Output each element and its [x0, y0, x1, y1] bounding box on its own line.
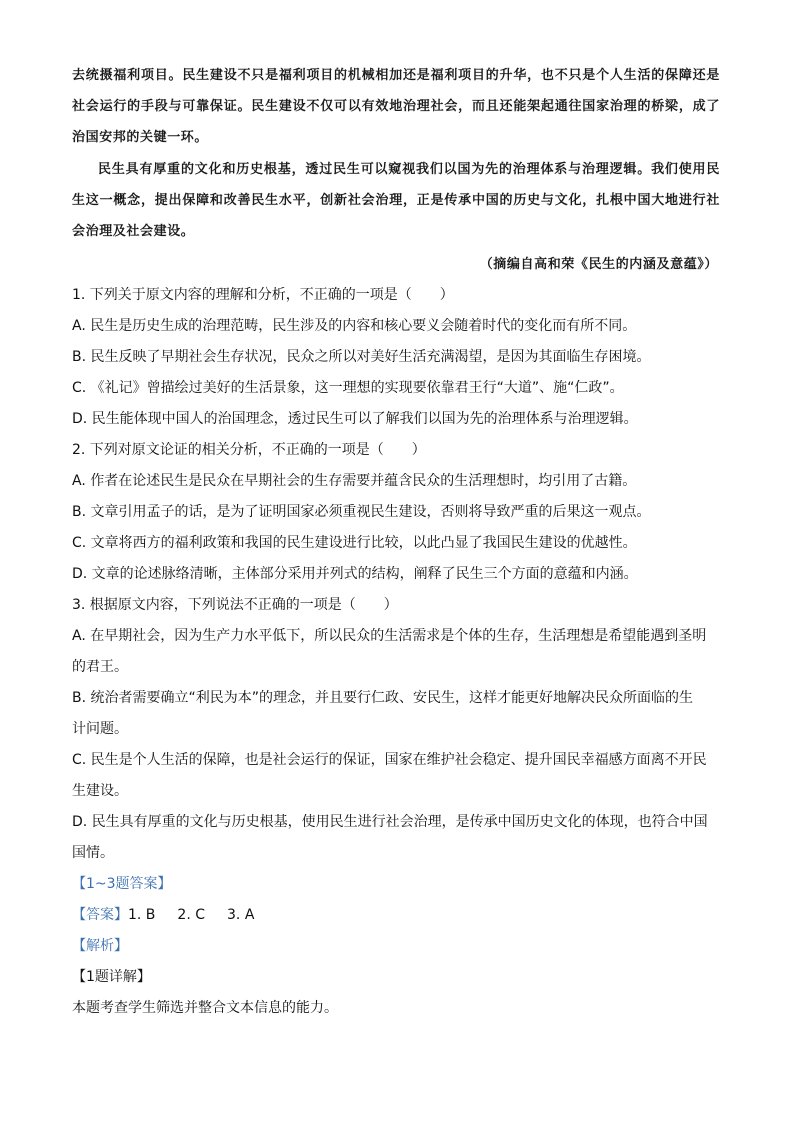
passage-paragraph-2: 民生具有厚重的文化和历史根基，透过民生可以窥视我们以国为先的治理体系与治理逻辑。我们使用民生这一概念，提出保障和改善民生水平，创新社会治理，正是传承中国的历史与文化，扎根中国大地进行社会治理及社会建设。 — [72, 162, 720, 239]
detail-heading: 【1题详解】 — [72, 969, 151, 985]
answer-label: 【答案】 — [72, 907, 128, 923]
question-3-option-a-line-2: 的君王。 — [72, 659, 128, 675]
question-3-option-b-line-1: B. 统治者需要确立“利民为本”的理念，并且要行仁政、安民生，这样才能更好地解决民众所面临的生 — [72, 690, 694, 706]
question-3-option-c-line-2: 生建设。 — [72, 783, 128, 799]
question-1-option-c: C. 《礼记》曾描绘过美好的生活景象，这一理想的实现要依靠君王行“大道”、施“仁政”。 — [72, 380, 624, 396]
question-3-option-d-line-2: 国情。 — [72, 845, 114, 861]
passage-paragraph-1: 去统摄福利项目。民生建设不只是福利项目的机械相加还是福利项目的升华，也不只是个人生活的保障还是社会运行的手段与可靠保证。民生建设不仅可以有效地治理社会，而且还能架起通往国家治理的桥梁，成了治国安邦的关键一环。 — [72, 68, 720, 145]
passage-source: （摘编自高和荣《民生的内涵及意蕴》） — [479, 257, 718, 272]
question-1-option-b: B. 民生反映了早期社会生存状况，民众之所以对美好生活充满渴望，是因为其面临生存困境。 — [72, 349, 651, 365]
question-2-option-a: A. 作者在论述民生是民众在早期社会的生存需要并蕴含民众的生活理想时，均引用了古籍。 — [72, 473, 637, 489]
answer-line — [72, 900, 722, 931]
question-1-option-d: D. 民生能体现中国人的治国理念，透过民生可以了解我们以国为先的治理体系与治理逻辑。 — [72, 411, 638, 427]
answer-2: 2. C — [177, 907, 206, 923]
analysis-heading: 【解析】 — [72, 938, 128, 954]
question-3-option-a-line-1: A. 在早期社会，因为生产力水平低下，所以民众的生活需求是个体的生存，生活理想是希望能遇到圣明 — [72, 628, 707, 644]
answer-1: 1. B — [128, 907, 156, 923]
question-2-title: 2. 下列对原文论证的相关分析，不正确的一项是（ ） — [72, 442, 426, 458]
question-3-option-d-line-1: D. 民生具有厚重的文化与历史根基，使用民生进行社会治理，是传承中国历史文化的体现，也符合中国 — [72, 814, 708, 830]
question-2-option-d: D. 文章的论述脉络清晰，主体部分采用并列式的结构，阐释了民生三个方面的意蕴和内涵。 — [72, 566, 638, 582]
answer-section-heading: 【1~3题答案】 — [72, 876, 172, 892]
answer-3: 3. A — [227, 907, 255, 923]
question-1-title: 1. 下列关于原文内容的理解和分析，不正确的一项是（ ） — [72, 287, 454, 303]
question-2-option-c: C. 文章将西方的福利政策和我国的民生建设进行比较，以此凸显了我国民生建设的优越性。 — [72, 535, 637, 551]
question-2-option-b: B. 文章引用孟子的话，是为了证明国家必须重视民生建设，否则将导致严重的后果这一观点。 — [72, 504, 651, 520]
question-3-option-c-line-1: C. 民生是个人生活的保障，也是社会运行的保证，国家在维护社会稳定、提升国民幸福感方面离不开民 — [72, 752, 707, 768]
questions-block — [72, 280, 722, 1024]
question-1-option-a: A. 民生是历史生成的治理范畴，民生涉及的内容和核心要义会随着时代的变化而有所不同。 — [72, 318, 637, 334]
question-3-title: 3. 根据原文内容，下列说法不正确的一项是（ ） — [72, 597, 398, 613]
detail-text: 本题考查学生筛选并整合文本信息的能力。 — [72, 1000, 338, 1016]
question-3-option-b-line-2: 计问题。 — [72, 721, 128, 737]
